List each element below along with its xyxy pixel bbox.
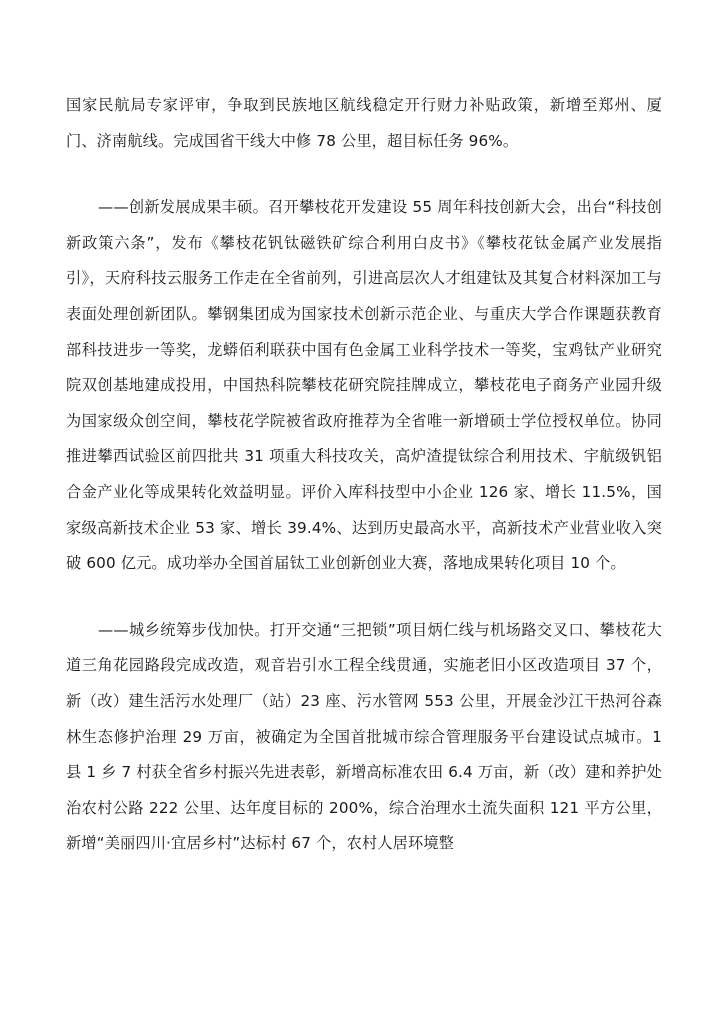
document-page — [66, 88, 662, 862]
paragraph-innovation: ——创新发展成果丰硕。召开攀枝花开发建设 55 周年科技创新大会，出台“科技创新政策六条”，发布《攀枝花钒钛磁铁矿综合利用白皮书》《攀枝花钛金属产业发展指引》，天府科技云服务工作走在全省前列，引进高层次人才组建钛及其复合材料深加工与表面处理创新团队。攀钢集团成为国家技术创新示范企业、与重庆大学合作课题获教育部科技进步一等奖，龙蟒佰利联获中国有色金属工业科学技术一等奖，宝鸡钛产业研究院双创基地建成投用，中国热科院攀枝花研究院挂牌成立，攀枝花电子商务产业园升级为国家级众创空间，攀枝花学院被省政府推荐为全省唯一新增硕士学位授权单位。协同推进攀西试验区前四批共 31 项重大科技攻关，高炉渣提钛综合利用技术、宇航级钒铝合金产业化等成果转化效益明显。评价入库科技型中小企业 126 家、增长 11.5%，国家级高新技术企业 53 家、增长 39.4%、达到历史最高水平，高新技术产业营业收入突破 600 亿元。成功举办全国首届钛工业创新创业大赛，落地成果转化项目 10 个。 — [66, 198, 662, 573]
paragraph-urban-rural: ——城乡统筹步伐加快。打开交通“三把锁”项目炳仁线与机场路交叉口、攀枝花大道三角花园路段完成改造，观音岩引水工程全线贯通，实施老旧小区改造项目 37 个，新（改）建生活污水处理厂（站）23 座、污水管网 553 公里，开展金沙江干热河谷森林生态修护治理 29 万亩，被确定为全国首批城市综合管理服务平台建设试点城市。1 县 1 乡 7 村获全省乡村振兴先进表彰，新增高标准农田 6.4 万亩，新（改）建和养护处治农村公路 222 公里、达年度目标的 200%，综合治理水土流失面积 121 平方公里，新增“美丽四川·宜居乡村”达标村 67 个，农村人居环境整 — [66, 620, 662, 853]
paragraph-aviation-roads: 国家民航局专家评审，争取到民族地区航线稳定开行财力补贴政策，新增至郑州、厦门、济南航线。完成国省干线大中修 78 公里，超目标任务 96%。 — [66, 96, 662, 150]
